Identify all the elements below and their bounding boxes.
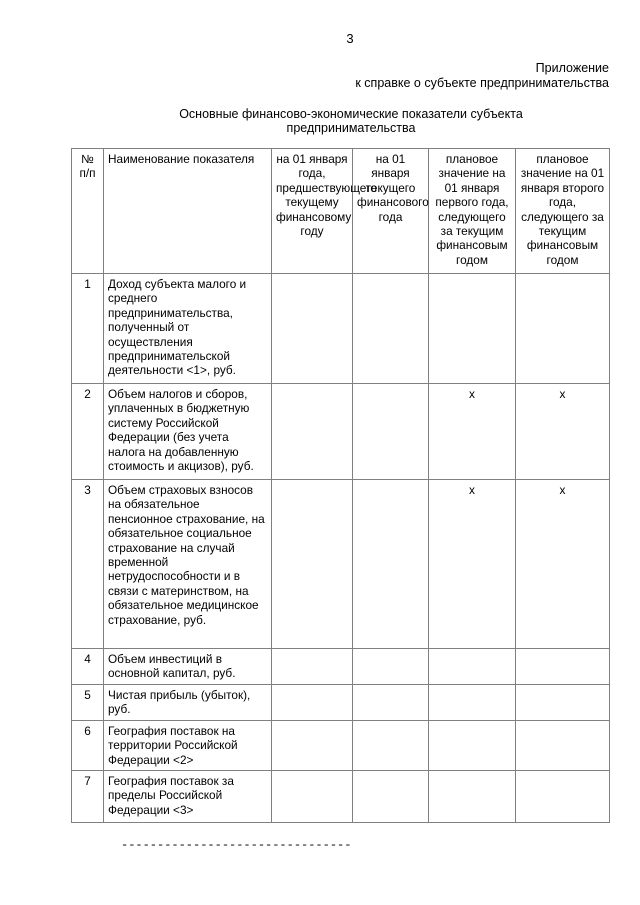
- row-value-plan-first-year: x: [429, 480, 516, 649]
- row-value-plan-first-year: [429, 274, 516, 384]
- row-value-plan-second-year: x: [516, 384, 610, 480]
- row-indicator-name: Объем инвестиций в основной капитал, руб.: [104, 649, 272, 685]
- table-row: [72, 721, 610, 771]
- row-value-current-year: [353, 721, 429, 771]
- row-indicator-name: Чистая прибыль (убыток), руб.: [104, 685, 272, 721]
- row-value-current-year: [353, 480, 429, 649]
- page-number: 3: [346, 31, 354, 46]
- row-value-plan-first-year: [429, 685, 516, 721]
- row-value-current-year: [353, 771, 429, 823]
- row-value-plan-second-year: [516, 721, 610, 771]
- header-plan-second-year: плановое значение на 01 января второго года, следующего за текущим финансовым годом: [516, 149, 610, 274]
- table-row: [72, 649, 610, 685]
- row-indicator-name: Объем страховых взносов на обязательное пенсионное страхование, на обязательное социальное страхование на случай временной нетрудоспособности и в связи с материнством, на обязательное медицинское страхование, руб.: [104, 480, 272, 649]
- row-value-plan-second-year: [516, 771, 610, 823]
- appendix-label: Приложение: [535, 61, 609, 75]
- table-row: [72, 384, 610, 480]
- row-indicator-name: География поставок на территории Российской Федерации <2>: [104, 721, 272, 771]
- table-row: [72, 274, 610, 384]
- table-row: [72, 771, 610, 823]
- row-indicator-name: Доход субъекта малого и среднего предпринимательства, полученный от осуществления предпринимательской деятельности <1>, руб.: [104, 274, 272, 384]
- row-value-current-year: [353, 384, 429, 480]
- table-row: [72, 685, 610, 721]
- row-value-prev-year: [272, 384, 353, 480]
- row-value-plan-first-year: [429, 721, 516, 771]
- row-value-plan-second-year: [516, 274, 610, 384]
- row-number: 2: [72, 384, 104, 480]
- row-number: 3: [72, 480, 104, 649]
- row-value-current-year: [353, 274, 429, 384]
- row-number: 5: [72, 685, 104, 721]
- row-number: 4: [72, 649, 104, 685]
- row-indicator-name: Объем налогов и сборов, уплаченных в бюджетную систему Российской Федерации (без учета налога на добавленную стоимость и акцизов), руб.: [104, 384, 272, 480]
- header-indicator-name: Наименование показателя: [104, 149, 272, 274]
- table-header-row: [72, 149, 610, 274]
- appendix-reference: к справке о субъекте предпринимательства: [355, 76, 609, 90]
- footnote-separator: --------------------------------: [121, 838, 352, 852]
- row-indicator-name: География поставок за пределы Российской Федерации <3>: [104, 771, 272, 823]
- row-value-prev-year: [272, 649, 353, 685]
- table-row: [72, 480, 610, 649]
- row-value-plan-second-year: [516, 649, 610, 685]
- row-value-prev-year: [272, 721, 353, 771]
- row-value-plan-second-year: x: [516, 480, 610, 649]
- indicators-table: [71, 148, 610, 823]
- row-value-current-year: [353, 649, 429, 685]
- row-number: 1: [72, 274, 104, 384]
- document-title: Основные финансово-экономические показатели субъекта предпринимательства: [179, 107, 523, 135]
- appendix-heading: [355, 61, 609, 91]
- row-value-current-year: [353, 685, 429, 721]
- row-value-prev-year: [272, 274, 353, 384]
- row-value-plan-second-year: [516, 685, 610, 721]
- header-plan-first-year: плановое значение на 01 января первого года, следующего за текущим финансовым годом: [429, 149, 516, 274]
- row-number: 7: [72, 771, 104, 823]
- row-value-prev-year: [272, 771, 353, 823]
- row-value-plan-first-year: [429, 649, 516, 685]
- row-value-prev-year: [272, 685, 353, 721]
- row-value-plan-first-year: x: [429, 384, 516, 480]
- header-current-year: на 01 января текущего финансового года: [353, 149, 429, 274]
- row-value-prev-year: [272, 480, 353, 649]
- header-prev-year: на 01 января года, предшествующего текущему финансовому году: [272, 149, 353, 274]
- row-value-plan-first-year: [429, 771, 516, 823]
- row-number: 6: [72, 721, 104, 771]
- header-number: № п/п: [72, 149, 104, 274]
